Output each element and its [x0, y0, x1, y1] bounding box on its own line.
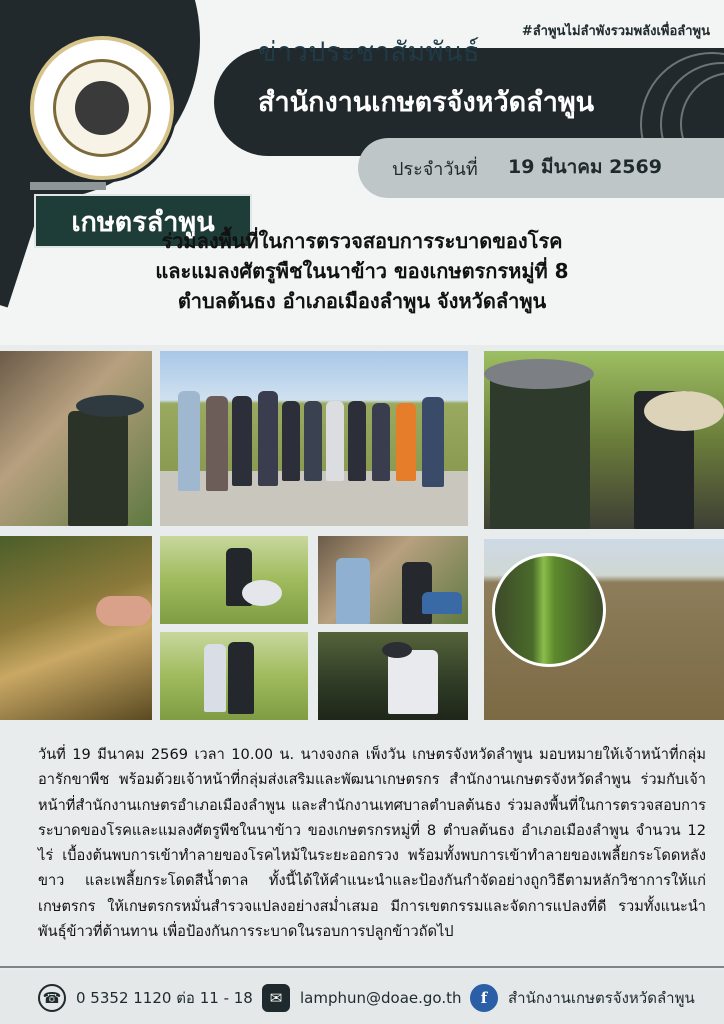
hat-figure: [382, 642, 412, 658]
photo-rice-field: [484, 539, 724, 720]
person-figure: [232, 396, 252, 486]
person-figure: [258, 391, 278, 486]
person-figure: [68, 411, 128, 526]
logo-emblem: [53, 59, 151, 157]
tag-accent: [30, 182, 106, 190]
department-logo: [30, 36, 174, 180]
person-figure: [490, 371, 590, 529]
section-tag: เกษตรลำพูน: [34, 194, 252, 248]
hashtag: #ลำพูนไม่ลำพังรวมพลังเพื่อลำพูน: [521, 24, 710, 39]
person-figure: [178, 391, 200, 491]
footer-divider: [0, 966, 724, 968]
person-figure: [336, 558, 370, 624]
person-figure: [282, 401, 300, 481]
hat-figure: [484, 359, 594, 389]
person-figure: [388, 650, 438, 714]
footer-email-text: lamphun@doae.go.th: [300, 989, 462, 1007]
headline: [0, 226, 724, 316]
phone-icon: ☎: [38, 984, 66, 1012]
photo-rice-panicle: [0, 536, 152, 720]
hat-figure: [644, 391, 724, 431]
photo-two-officers: [160, 632, 308, 720]
headline-line-1: ร่วมลงพื้นที่ในการตรวจสอบการระบาดของโรค: [161, 229, 563, 253]
photo-group: [160, 351, 468, 526]
photo-crouching-officer: [318, 632, 468, 720]
date-label: ประจำวันที่: [392, 159, 478, 180]
person-figure: [326, 401, 344, 481]
photo-inspecting-sample: [484, 351, 724, 529]
footer-facebook-text: สำนักงานเกษตรจังหวัดลำพูน: [508, 989, 695, 1007]
person-figure: [228, 642, 254, 714]
person-figure: [348, 401, 366, 481]
footer-facebook[interactable]: [470, 984, 695, 1012]
footer-phone-text: 0 5352 1120 ต่อ 11 - 18: [76, 989, 253, 1007]
logo-core: [75, 81, 129, 135]
person-figure: [396, 403, 416, 481]
photo-field-officer: [160, 536, 308, 624]
news-body: วันที่ 19 มีนาคม 2569 เวลา 10.00 น. นางจงกล เพ็งวัน เกษตรจังหวัดลำพูน มอบหมายให้เจ้าหน้าที่กลุ่มอารักขาพืช พร้อมด้วยเจ้าหน้าที่กลุ่มส่งเสริมและพัฒนาเกษตรกร สำนักงานเกษตรจังหวัดลำพูน ร่วมกับเจ้าหน้าที่สำนักงานเกษตรอำเภอเมืองลำพูน และสำนักงานเทศบาลตำบลต้นธง ร่วมลงพื้นที่ในการตรวจสอบการระบาดของโรคและแมลงศัตรูพืชในนาข้าว ของเกษตรกรหมู่ที่ 8 ตำบลต้นธง อำเภอเมืองลำพูน จำนวน 12 ไร่ เบื้องต้นพบการเข้าทำลายของโรคไหม้ในระยะออกรวง พร้อมทั้งพบการเข้าทำลายของเพลี้ยกระโดดหลังขาว และเพลี้ยกระโดดสีน้ำตาล ทั้งนี้ได้ให้คำแนะนำและป้องกันกำจัดอย่างถูกวิธีตามหลักวิชาการให้แก่เกษตรกร ให้เกษตรกรหมั่นสำรวจแปลงอย่างสม่ำเสมอ มีการเขตกรรมและจัดการแปลงที่ดี รวมทั้งแนะนำพันธุ์ข้าวที่ต้านทาน เพื่อป้องกันการระบาดในรอบการปลูกข้าวถัดไป: [38, 746, 706, 941]
footer-email[interactable]: [262, 984, 462, 1012]
person-figure: [304, 401, 322, 481]
hat-figure: [76, 395, 144, 417]
footer-phone[interactable]: [38, 984, 253, 1012]
news-title: ข่าวประชาสัมพันธ์: [258, 37, 480, 68]
photo-discussion: [318, 536, 468, 624]
basket-figure: [422, 592, 462, 614]
photo-officer-shed: [0, 351, 152, 526]
headline-line-2: และแมลงศัตรูพืชในนาข้าว ของเกษตรกรหมู่ที่ 8: [155, 259, 569, 283]
hand: [96, 596, 152, 626]
person-figure: [422, 397, 444, 487]
email-icon: ✉: [262, 984, 290, 1012]
person-figure: [204, 644, 226, 712]
net-figure: [242, 580, 282, 606]
office-title: สำนักงานเกษตรจังหวัดลำพูน: [258, 87, 595, 118]
facebook-icon: f: [470, 984, 498, 1012]
headline-line-3: ตำบลต้นธง อำเภอเมืองลำพูน จังหวัดลำพูน: [177, 289, 547, 313]
person-figure: [372, 403, 390, 481]
stem-closeup-inset: [492, 553, 606, 667]
person-figure: [206, 396, 228, 491]
date-value: 19 มีนาคม 2569: [508, 156, 662, 178]
